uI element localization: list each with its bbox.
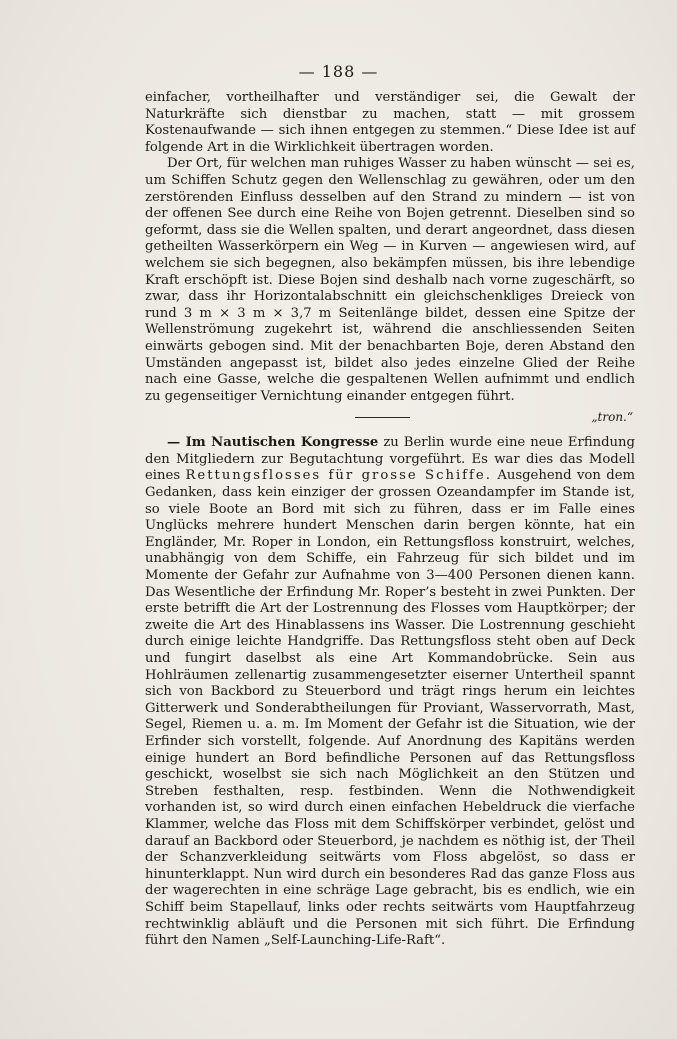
emphasized-term: Rettungsflosses für grosse Schiffe. [185,468,492,484]
section-divider [355,417,410,418]
author-signature: „tron.“ [591,410,633,425]
article-heading: — Im Nautischen Kongresse [167,435,379,451]
paragraph-bojen: Der Ort, für welchen man ruhiges Wasser zu haben wünscht — sei es, um Schiffen Schutz gegen den Wellenschlag zu gewähren, oder um den zerstörenden Einfluss desselben auf den Strand zu mindern — ist von der offenen See durch eine Reihe von Bojen getrennt. Dieselben sind so geformt, dass sie die Wellen spalten, und derart angeordnet, dass diesen getheilten Wasserkörpern ein Weg — in Kurven — angewiesen wird, auf welchem sie sich begegnen, also bekämpfen müssen, bis ihre lebendige Kraft erschöpft ist. Diese Bojen sind deshalb nach vorne zugeschärft, so zwar, dass ihr Horizontalabschnitt ein gleichschenkliges Dreieck von rund 3 m × 3 m × 3,7 m Seitenlänge bildet, dessen eine Spitze der Wellenströmung zugekehrt ist, während die anschliessenden Seiten einwärts gebogen sind. Mit der benachbarten Boje, deren Abstand den Umständen angepasst ist, bildet also jedes einzelne Glied der Reihe nach eine Gasse, welche die gespaltenen Wellen aufnimmt und endlich zu gegenseitiger Vernichtung einander entgegen führt. [145,156,635,404]
body-text [145,90,635,950]
page-number: — 188 — [298,62,379,81]
paragraph-text-b: Ausgehend von dem Gedanken, dass kein einziger der grossen Ozeandampfer im Stande ist, so viele Boote an Bord mit sich zu führen, dass er im Falle eines Unglücks mehrere hundert Menschen darin bergen könnte, hat ein Engländer, Mr. Roper in London, ein Rettungsfloss konstruirt, welches, unabhängig von dem Schiffe, ein Fahrzeug für sich bildet und im Momente der Gefahr zur Aufnahme von 3—400 Personen dienen kann. Das Wesentliche der Erfindung Mr. Roper’s besteht in zwei Punkten. Der erste betrifft die Art der Lostrennung des Flosses vom Hauptkörper; der zweite die Art des Hinablassens ins Wasser. Die Lostrennung geschieht durch einige leichte Handgriffe. Das Rettungsfloss steht oben auf Deck und fungirt daselbst als eine Art Kommandobrücke. Sein aus Hohlräumen zellenartig zusammengesetzter eiserner Untertheil spannt sich von Backbord zu Steuerbord und trägt rings herum ein leichtes Gitterwerk und Sonderabtheilungen für Proviant, Wasservorrath, Mast, Segel, Riemen u. a. m. Im Moment der Gefahr ist die Situation, wie der Erfinder sich vorstellt, folgende. Auf Anordnung des Kapitäns werden einige hundert an Bord befindliche Personen auf das Rettungsfloss geschickt, woselbst sie sich nach Möglichkeit an den Stützen und Streben festhalten, resp. festbinden. Wenn die Nothwendigkeit vorhanden ist, so wird durch einen einfachen Hebeldruck die vierfache Klammer, welche das Floss mit dem Schiffskörper verbindet, gelöst und darauf an Backbord oder Steuerbord, je nachdem es nöthig ist, der Theil der Schanzverkleidung seitwärts vom Floss abgelöst, so dass er hinunterklappt. Nun wird durch ein besonderes Rad das ganze Floss aus der wagerechten in eine schräge Lage gebracht, bis es endlich, wie ein Schiff beim Stapellauf, links oder rechts seitwärts vom Hauptfahrzeug rechtwinklig abläuft und die Personen mit sich führt. Die Erfindung führt den Namen „Self-Launching-Life-Raft“. [145,468,636,949]
paragraph-rettungsfloss [145,435,635,949]
paragraph-text-a: zu Berlin wurde eine neue Erfindung den Mitgliedern zur Begutachtung vorgeführt. Es war dies das Modell eines [145,435,635,484]
section-end [145,407,635,429]
paragraph-continuation: einfacher, vortheilhafter und verständiger sei, die Gewalt der Naturkräfte sich dienstbar zu machen, statt — mit grossem Kostenaufwande — sich ihnen entgegen zu stemmen.“ Diese Idee ist auf folgende Art in die Wirklichkeit übertragen worden. [145,90,635,155]
